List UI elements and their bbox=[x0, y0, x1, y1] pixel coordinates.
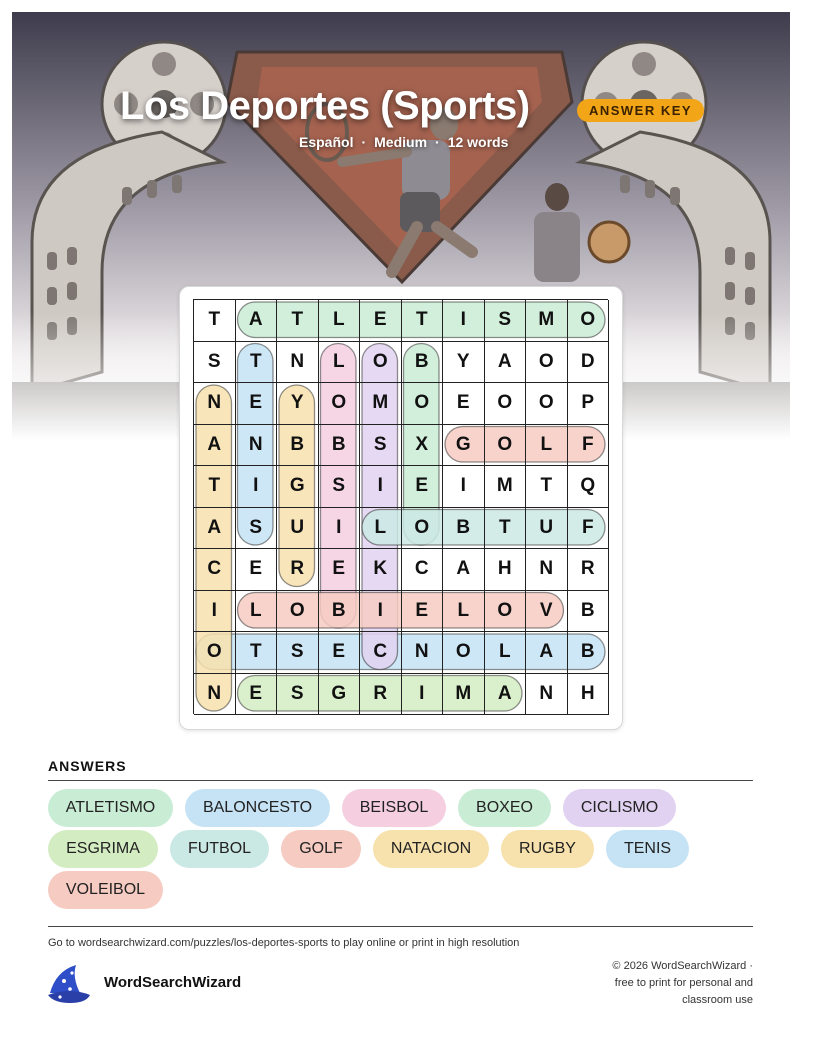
grid-cell[interactable]: T bbox=[236, 632, 278, 674]
grid-cell[interactable]: O bbox=[526, 383, 568, 425]
grid-cell[interactable]: B bbox=[568, 591, 610, 633]
grid-cell[interactable]: L bbox=[485, 632, 527, 674]
grid-cell[interactable]: I bbox=[443, 300, 485, 342]
grid-cell[interactable]: F bbox=[568, 508, 610, 550]
grid-cell[interactable]: V bbox=[526, 591, 568, 633]
grid-cell[interactable]: E bbox=[236, 674, 278, 716]
grid-cell[interactable]: D bbox=[568, 342, 610, 384]
grid-cell[interactable]: O bbox=[485, 425, 527, 467]
grid-cell[interactable]: S bbox=[360, 425, 402, 467]
grid-cell[interactable]: O bbox=[402, 383, 444, 425]
grid-cell[interactable]: O bbox=[485, 383, 527, 425]
answers-heading: ANSWERS bbox=[48, 758, 127, 774]
grid-cell[interactable]: G bbox=[319, 674, 361, 716]
grid-cell[interactable]: A bbox=[236, 300, 278, 342]
word-count-label: 12 words bbox=[447, 134, 509, 150]
grid-cell[interactable]: E bbox=[443, 383, 485, 425]
grid-cell[interactable]: M bbox=[526, 300, 568, 342]
grid-cell[interactable]: O bbox=[568, 300, 610, 342]
grid-cell[interactable]: E bbox=[236, 549, 278, 591]
copyright-line: free to print for personal and bbox=[614, 977, 753, 989]
grid-cell[interactable]: B bbox=[319, 425, 361, 467]
grid-cell[interactable]: Y bbox=[443, 342, 485, 384]
grid-cell[interactable]: N bbox=[526, 549, 568, 591]
grid-cell[interactable]: G bbox=[277, 466, 319, 508]
grid-cell[interactable]: O bbox=[485, 591, 527, 633]
grid-cell[interactable]: L bbox=[319, 300, 361, 342]
grid-cell[interactable]: I bbox=[360, 466, 402, 508]
page-title: Los Deportes (Sports) bbox=[120, 84, 530, 128]
grid-cell[interactable]: A bbox=[526, 632, 568, 674]
grid-cell[interactable]: L bbox=[319, 342, 361, 384]
grid-cell[interactable]: E bbox=[360, 300, 402, 342]
grid-cell[interactable]: A bbox=[443, 549, 485, 591]
grid-cell[interactable]: P bbox=[568, 383, 610, 425]
grid-cell[interactable]: O bbox=[402, 508, 444, 550]
grid-cell[interactable]: N bbox=[402, 632, 444, 674]
grid-cell[interactable]: M bbox=[360, 383, 402, 425]
brand-name[interactable]: WordSearchWizard bbox=[104, 974, 242, 991]
grid-cell[interactable]: T bbox=[526, 466, 568, 508]
grid-cell[interactable]: B bbox=[443, 508, 485, 550]
grid-cell[interactable]: N bbox=[194, 674, 236, 716]
grid-cell[interactable]: T bbox=[194, 466, 236, 508]
grid-cell[interactable]: S bbox=[485, 300, 527, 342]
grid-cell[interactable]: S bbox=[236, 508, 278, 550]
grid-cell[interactable]: S bbox=[194, 342, 236, 384]
grid-cell[interactable]: S bbox=[277, 632, 319, 674]
grid-cell[interactable]: E bbox=[319, 549, 361, 591]
grid-cell[interactable]: G bbox=[443, 425, 485, 467]
grid-cell[interactable]: C bbox=[402, 549, 444, 591]
grid-cell[interactable]: S bbox=[319, 466, 361, 508]
puzzle-meta bbox=[299, 134, 508, 150]
grid-cell[interactable]: R bbox=[568, 549, 610, 591]
grid-cell[interactable]: I bbox=[194, 591, 236, 633]
grid-cell[interactable]: R bbox=[360, 674, 402, 716]
grid-cell[interactable]: L bbox=[526, 425, 568, 467]
grid-cell[interactable]: L bbox=[236, 591, 278, 633]
puzzle-grid-area bbox=[193, 299, 608, 714]
grid-cell[interactable]: T bbox=[194, 300, 236, 342]
footer-link-text[interactable]: Go to wordsearchwizard.com/puzzles/los-deportes-sports to play online or print in high resolution bbox=[48, 937, 520, 949]
footer-divider bbox=[48, 926, 753, 927]
grid-cell[interactable]: N bbox=[236, 425, 278, 467]
grid-cell[interactable]: N bbox=[526, 674, 568, 716]
grid-cell[interactable]: I bbox=[360, 591, 402, 633]
grid-cell[interactable]: M bbox=[485, 466, 527, 508]
answer-pill-beisbol: BEISBOL bbox=[342, 789, 446, 827]
grid-cell[interactable]: A bbox=[194, 425, 236, 467]
grid-cell[interactable]: C bbox=[194, 549, 236, 591]
grid-cell[interactable]: O bbox=[526, 342, 568, 384]
grid-cell[interactable]: B bbox=[568, 632, 610, 674]
grid-cell[interactable]: O bbox=[277, 591, 319, 633]
grid-cell[interactable]: I bbox=[236, 466, 278, 508]
grid-cell[interactable]: I bbox=[443, 466, 485, 508]
letter-grid bbox=[193, 299, 608, 714]
grid-cell[interactable]: C bbox=[360, 632, 402, 674]
language-label: Español bbox=[299, 134, 354, 150]
difficulty-label: Medium bbox=[374, 134, 428, 150]
grid-cell[interactable]: M bbox=[443, 674, 485, 716]
copyright-notice bbox=[563, 958, 753, 1009]
grid-cell[interactable]: H bbox=[568, 674, 610, 716]
wizard-hat-icon bbox=[46, 963, 94, 1005]
answer-pill-rugby: RUGBY bbox=[501, 830, 594, 868]
answer-pill-golf: GOLF bbox=[281, 830, 361, 868]
grid-cell[interactable]: O bbox=[194, 632, 236, 674]
grid-cell[interactable]: O bbox=[360, 342, 402, 384]
grid-cell[interactable]: B bbox=[277, 425, 319, 467]
grid-cell[interactable]: X bbox=[402, 425, 444, 467]
grid-cell[interactable]: H bbox=[485, 549, 527, 591]
answer-pill-tenis: TENIS bbox=[606, 830, 689, 868]
grid-cell[interactable]: I bbox=[319, 508, 361, 550]
grid-cell[interactable]: N bbox=[194, 383, 236, 425]
grid-cell[interactable]: L bbox=[360, 508, 402, 550]
grid-cell[interactable]: O bbox=[319, 383, 361, 425]
grid-cell[interactable]: A bbox=[485, 342, 527, 384]
grid-cell[interactable]: S bbox=[277, 674, 319, 716]
grid-cell[interactable]: F bbox=[568, 425, 610, 467]
grid-cell[interactable]: T bbox=[402, 300, 444, 342]
copyright-line: classroom use bbox=[682, 994, 753, 1006]
grid-cell[interactable]: E bbox=[236, 383, 278, 425]
answer-pill-boxeo: BOXEO bbox=[458, 789, 551, 827]
grid-cell[interactable]: E bbox=[402, 591, 444, 633]
grid-cell[interactable]: U bbox=[526, 508, 568, 550]
grid-cell[interactable]: Q bbox=[568, 466, 610, 508]
grid-cell[interactable]: A bbox=[194, 508, 236, 550]
answer-pill-futbol: FUTBOL bbox=[170, 830, 269, 868]
grid-cell[interactable]: A bbox=[485, 674, 527, 716]
grid-cell[interactable]: Y bbox=[277, 383, 319, 425]
answer-pill-natacion: NATACION bbox=[373, 830, 489, 868]
grid-cell[interactable]: U bbox=[277, 508, 319, 550]
grid-cell[interactable]: I bbox=[402, 674, 444, 716]
grid-cell[interactable]: T bbox=[236, 342, 278, 384]
grid-cell[interactable]: L bbox=[443, 591, 485, 633]
answer-pill-ciclismo: CICLISMO bbox=[563, 789, 676, 827]
copyright-line: © 2026 WordSearchWizard · bbox=[612, 960, 753, 972]
grid-cell[interactable]: B bbox=[402, 342, 444, 384]
grid-cell[interactable]: B bbox=[319, 591, 361, 633]
grid-cell[interactable]: E bbox=[319, 632, 361, 674]
answer-pill-baloncesto: BALONCESTO bbox=[185, 789, 330, 827]
answer-key-badge: ANSWER KEY bbox=[577, 99, 704, 122]
grid-cell[interactable]: N bbox=[277, 342, 319, 384]
grid-cell[interactable]: O bbox=[443, 632, 485, 674]
answer-pill-voleibol: VOLEIBOL bbox=[48, 871, 163, 909]
meta-separator: · bbox=[435, 134, 440, 150]
meta-separator: · bbox=[361, 134, 367, 150]
answer-pill-atletismo: ATLETISMO bbox=[48, 789, 173, 827]
answer-pill-esgrima: ESGRIMA bbox=[48, 830, 158, 868]
grid-cell[interactable]: T bbox=[485, 508, 527, 550]
grid-cell[interactable]: E bbox=[402, 466, 444, 508]
grid-cell[interactable]: R bbox=[277, 549, 319, 591]
answers-divider bbox=[48, 780, 753, 781]
grid-cell[interactable]: T bbox=[277, 300, 319, 342]
grid-cell[interactable]: K bbox=[360, 549, 402, 591]
